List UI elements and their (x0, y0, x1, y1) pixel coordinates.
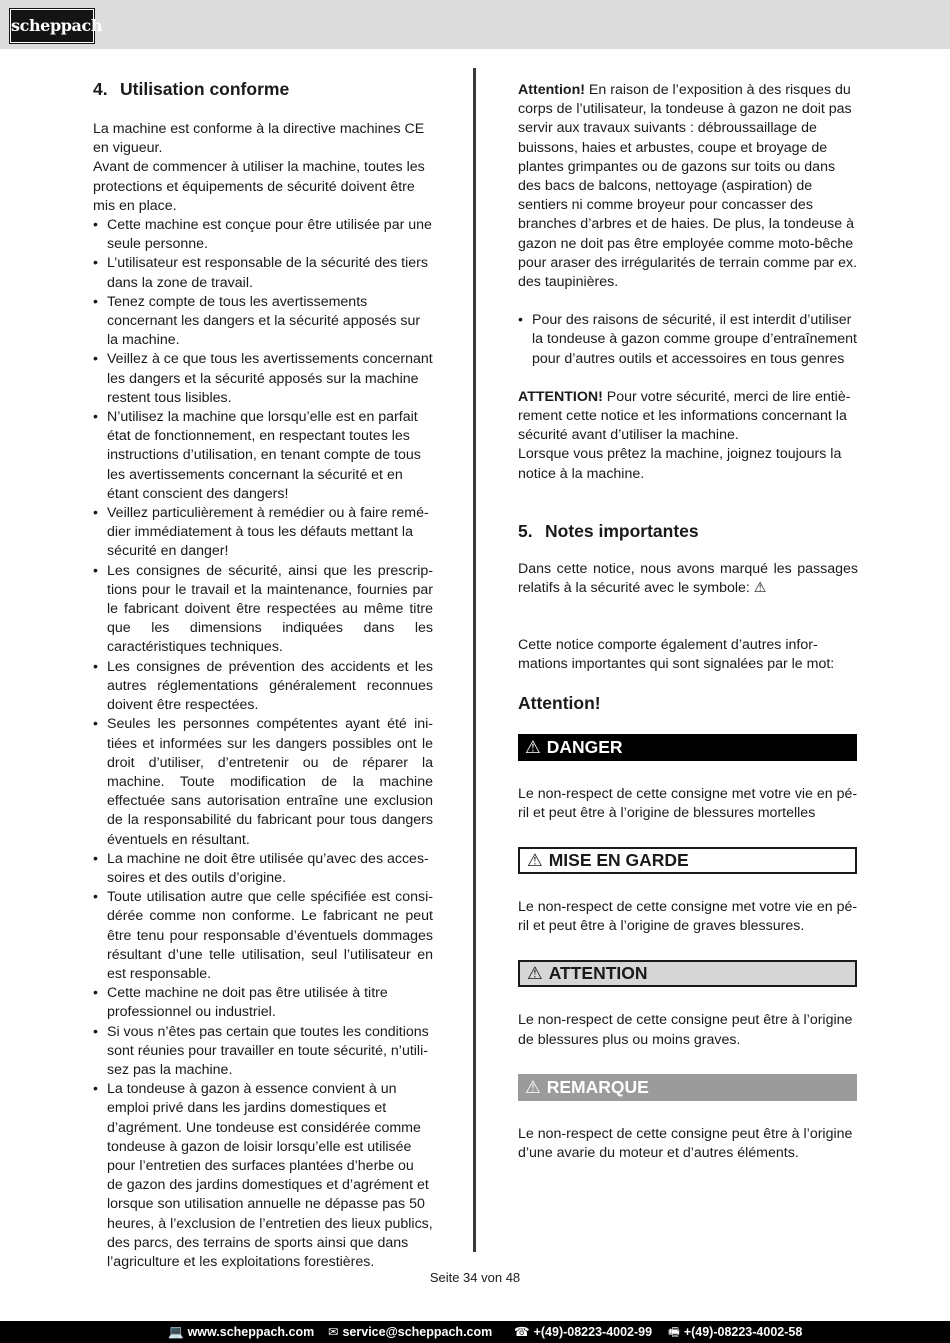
list-item: • Si vous n’êtes pas certain que toutes les conditions sont réunies pour travailler en toute sécurité, n’utilisez pas la machine. (93, 1023, 433, 1081)
usage-bullet-list (93, 216, 433, 1272)
contact-bar (0, 1321, 950, 1343)
danger-description: Le non-respect de cette consigne met votre vie en péril et peut être à l’origine de blessures mortelles (518, 785, 858, 821)
list-item: • Pour des raisons de sécurité, il est interdit d’utiliser la tondeuse à gazon comme groupe d’entraînement pour d’autres outils et accessoires en tous genres (518, 311, 858, 369)
scheppach-logo: scheppach (10, 9, 94, 43)
phone-number: ☎ +(49)-08223-4002-99 (514, 1325, 653, 1339)
note-description: Le non-respect de cette consigne peut être à l’origine d’une avarie du moteur et d’autres éléments. (518, 1125, 853, 1162)
safety-bullet-list (518, 311, 858, 369)
warning-label-box: ⚠ MISE EN GARDE (518, 847, 857, 874)
list-item: • Toute utilisation autre que celle spécifiée est considérée comme non conforme. Le fabricant ne peut être tenu pour responsable d’éventuels dommages résultant d’une telle utilisation, seul l’utilisateur en est responsable. (93, 888, 433, 984)
list-item: • Cette machine ne doit pas être utilisée à titre professionnel ou industriel. (93, 984, 433, 1022)
right-column (518, 81, 858, 1163)
list-item: • La machine ne doit être utilisée qu’avec des accessoires et des outils d’origine. (93, 850, 433, 888)
section-4-heading: 4. Utilisation conforme (93, 79, 290, 99)
caution-description: Le non-respect de cette consigne peut être à l’origine de blessures plus ou moins graves. (518, 1012, 853, 1048)
list-item: • Veillez particulièrement à remédier ou à faire remédier immédiatement à tous les défauts mettant la sécurité en danger! (93, 504, 433, 562)
section-5-heading: 5. Notes importantes (518, 520, 699, 541)
warning-description: Le non-respect de cette consigne met votre vie en péril et peut être à l’origine de graves blessures. (518, 899, 858, 935)
list-item: • L’utilisateur est responsable de la sécurité des tiers dans la zone de travail. (93, 254, 433, 292)
monitor-icon: 💻 (168, 1325, 184, 1339)
list-item: • Les consignes de prévention des accidents et les autres réglementations généralement reconnues doivent être respectées. (93, 658, 433, 716)
notes-paragraph-1: Dans cette notice, nous avons marqué les passages relatifs à la sécurité avec le symbole: ⚠ (518, 560, 858, 597)
list-item: • N’utilisez la machine que lorsqu’elle est en parfait état de fonctionnement, en respectant toutes les instructions d’utilisation, en tenant compte de tous les avertissements concernant la sécurité et en étant conscient des dangers! (93, 408, 433, 504)
top-bar (0, 0, 950, 49)
page-number: Seite 34 von 48 (429, 1270, 521, 1285)
list-item: • Cette machine est conçue pour être utilisée par une seule personne. (93, 216, 433, 254)
attention-uppercase-paragraph: ATTENTION! Pour votre sécurité, merci de lire entièrement cette notice et les informations concernant la sécurité avant d’utiliser la machine. (518, 388, 851, 444)
list-item: • Veillez à ce que tous les avertissements concernant les dangers et la sécurité apposés sur la machine restent tous lisibles. (93, 350, 433, 408)
list-item: • Tenez compte de tous les avertissements concernant les dangers et la sécurité apposés sur la machine. (93, 293, 433, 351)
list-item: • Les consignes de sécurité, ainsi que les prescriptions pour le travail et la maintenance, fournies par le fabricant doivent être respectées au même titre que les dimensions indiquées dans les caractéristiques techniques. (93, 562, 433, 658)
intro-paragraph-2: Avant de commencer à utiliser la machine, toutes les protections et équipements de sécurité doivent être mis en place. (93, 159, 425, 214)
danger-label-box: ⚠ DANGER (518, 734, 857, 761)
attention-paragraph: Attention! En raison de l’exposition à des risques du corps de l’utilisateur, la tondeuse à gazon ne doit pas servir aux travaux suivants : débroussaillage de buissons, haies et arbustes, coupe et broyage de plantes grimpantes ou de gazons sur toits ou dans des bacs de balcons, nettoyage (aspiration) de sentiers ni comme broyeur pour concasser des branches d’arbres et de haies. De plus, la tondeuse à gazon ne doit pas être employée comme moto-bêche pour araser des irrégularités de terrain comme par ex. des taupinières. (518, 82, 858, 291)
warning-triangle-icon: ⚠ (525, 736, 541, 757)
list-item: • Seules les personnes compétentes ayant été initiées et informées sur les dangers possibles ont le droit d’utiliser, d’entretenir ou de réparer la machine. Toute modification de la machine effectuée sans autorisation entraîne une exclusion de la responsabilité du fabricant pour tous dangers éventuels en résultant. (93, 715, 433, 849)
warning-triangle-icon: ⚠ (525, 1076, 541, 1097)
list-item: • La tondeuse à gazon à essence convient à un emploi privé dans les jardins domestiques et d’agrément. Une tondeuse est considérée comme tondeuse à gazon de loisir lorsqu’elle est utilisée pour l’entretien des surfaces plantées d’herbe ou de gazon des jardins domestiques et d’agrément et lorsque son utilisation annuelle ne dépasse pas 50 heures, à l’exclusion de l’entretien des lieux publics, des parcs, des terrains de sports ainsi que dans l’agriculture et les exploitations forestières. (93, 1080, 433, 1272)
note-label-box: ⚠ REMARQUE (518, 1074, 857, 1101)
notes-paragraph-2: Cette notice comporte également d’autres informations importantes qui sont signalées par le mot: (518, 637, 835, 673)
warning-triangle-icon: ⚠ (527, 850, 543, 871)
lend-machine-paragraph: Lorsque vous prêtez la machine, joignez toujours la notice à la machine. (518, 446, 842, 482)
fax-number: 🖷 +(49)-08223-4002-58 (668, 1325, 803, 1339)
fax-icon: 🖷 (668, 1325, 680, 1339)
phone-icon: ☎ (514, 1325, 530, 1339)
email-link[interactable]: ✉ service@scheppach.com (328, 1325, 493, 1339)
column-divider (473, 68, 476, 1252)
warning-triangle-icon: ⚠ (527, 963, 543, 984)
caution-label-box: ⚠ ATTENTION (518, 960, 857, 987)
website-link[interactable]: 💻 www.scheppach.com (168, 1325, 315, 1339)
envelope-icon: ✉ (328, 1325, 339, 1339)
left-column (93, 78, 433, 1272)
intro-paragraph-1: La machine est conforme à la directive machines CE en vigueur. (93, 121, 425, 157)
attention-word: Attention! (518, 692, 601, 713)
